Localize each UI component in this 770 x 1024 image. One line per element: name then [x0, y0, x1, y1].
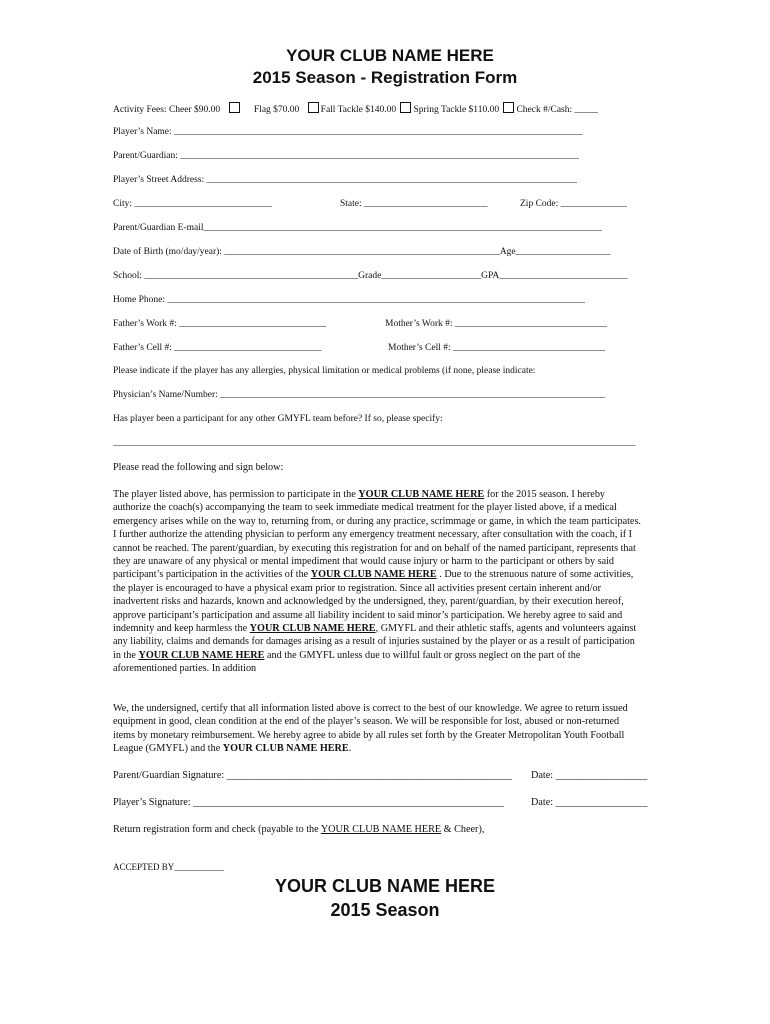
fee-cheer: Cheer $90.00 — [168, 105, 221, 115]
fee-flag: Flag $70.00 — [253, 105, 300, 115]
fathers-work-field[interactable]: Father’s Work #: _______________________________ — [113, 319, 327, 329]
parent-date-field[interactable]: Date: __________________ — [531, 770, 648, 781]
school-grade-gpa-field[interactable]: School: _____________________________________________Grade_____________________GPA___________________________ — [113, 271, 628, 281]
instructions: Please read the following and sign below: — [113, 462, 284, 473]
dob-age-field[interactable]: Date of Birth (mo/day/year): __________________________________________________________Age____________________ — [113, 247, 611, 257]
activity-fees-row — [113, 102, 598, 115]
form-title: 2015 Season - Registration Form — [252, 68, 518, 87]
allergies-prompt: Please indicate if the player has any allergies, physical limitation or medical problems (if none, please indicate: — [113, 366, 536, 376]
parent-signature-field[interactable]: Parent/Guardian Signature: ________________________________________________________ — [113, 770, 512, 781]
state-field[interactable]: State: __________________________ — [340, 199, 488, 209]
fee-fall-tackle: Fall Tackle $140.00 — [320, 105, 397, 115]
club-name-ref: YOUR CLUB NAME HERE — [138, 649, 265, 661]
fee-check-cash: Check #/Cash: _____ — [516, 105, 599, 115]
fathers-cell-field[interactable]: Father’s Cell #: _______________________________ — [113, 343, 322, 353]
activity-fees-label: Activity Fees: — [113, 105, 167, 115]
mothers-cell-field[interactable]: Mother’s Cell #: ________________________________ — [388, 343, 606, 353]
city-field[interactable]: City: _____________________________ — [113, 199, 273, 209]
waiver-paragraph: The player listed above, has permission to participate in the YOUR CLUB NAME HERE for the 2015 season. I hereby authorize the coach(s) accompanying the team to seek immediate medical treatment for the player listed above, if a medical emergency arises while on the way to, returning from, or during any practice, scrimmage or game, in which the team participates. I further authorize the attending physician to perform any emergency treatment necessary, after consultation with the coach, if I cannot be reached. The parent/guardian, by executing this registration for and on behalf of the named participant, represents that they are unaware of any physical or mental impediment that would cause injury or harm to the participant or others by said participant’s participation in the activities of the YOUR CLUB NAME HERE . Due to the strenuous nature of some activities, the player is encouraged to have a physical exam prior to registration. Since all activities present certain inherent and/or inadvertent risks and hazards, known and acknowledged by the undersigned, they, parent/guardian, by their execution hereof, approve participant’s participation and assume all liability incident to said minor’s participation. We hereby agree to said and indemnity and keep harmless the YOUR CLUB NAME HERE, GMYFL and their athletic staffs, agents and volunteers against any liability, claims and demands for damages arising as a result of injuries sustained by the player or as a result of participation in the YOUR CLUB NAME HERE and the GMYFL unless due to willful fault or gross neglect on the part of the aforementioned parties. In addition — [113, 489, 641, 675]
club-name-ref: YOUR CLUB NAME HERE — [222, 743, 349, 755]
zip-field[interactable]: Zip Code: ______________ — [520, 199, 628, 209]
checkbox-flag[interactable] — [308, 102, 319, 113]
checkbox-cheer[interactable] — [229, 102, 240, 113]
return-instructions: Return registration form and check (payable to the YOUR CLUB NAME HERE & Cheer), — [113, 824, 485, 835]
checkbox-fall-tackle[interactable] — [400, 102, 411, 113]
footer-season: 2015 Season — [330, 900, 440, 920]
mothers-work-field[interactable]: Mother’s Work #: ________________________________ — [385, 319, 607, 329]
club-name-ref: YOUR CLUB NAME HERE — [249, 623, 376, 635]
footer-club-name: YOUR CLUB NAME HERE — [274, 876, 495, 896]
club-name-title: YOUR CLUB NAME HERE — [286, 46, 494, 65]
participant-answer-line[interactable]: ______________________________________________________________________________________________________________ — [113, 438, 636, 448]
physician-field[interactable]: Physician’s Name/Number: _________________________________________________________________________________ — [113, 390, 605, 400]
club-name-ref: YOUR CLUB NAME HERE — [310, 569, 437, 581]
player-date-field[interactable]: Date: __________________ — [531, 797, 648, 808]
club-name-ref: YOUR CLUB NAME HERE — [320, 824, 442, 835]
checkbox-spring-tackle[interactable] — [503, 102, 514, 113]
certification-paragraph: We, the undersigned, certify that all information listed above is correct to the best of our knowledge. We agree to return issued equipment in good, clean condition at the end of the player’s season. We will be responsible for lost, abused or non-returned items by monetary reimbursement. We hereby agree to abide by all rules set forth by the Greater Metropolitan Youth Football League (GMYFL) and the YOUR CLUB NAME HERE. — [113, 703, 628, 755]
player-signature-field[interactable]: Player’s Signature: _____________________________________________________________ — [113, 797, 504, 808]
accepted-by-field[interactable]: ACCEPTED BY___________ — [113, 862, 224, 872]
parent-guardian-field[interactable]: Parent/Guardian: ____________________________________________________________________________________ — [113, 151, 580, 161]
fee-spring-tackle: Spring Tackle $110.00 — [413, 105, 500, 115]
email-field[interactable]: Parent/Guardian E-mail____________________________________________________________________________________ — [113, 223, 603, 233]
participant-question: Has player been a participant for any other GMYFL team before? If so, please specify: — [113, 414, 443, 424]
player-name-field[interactable]: Player’s Name: ______________________________________________________________________________________ — [113, 127, 583, 137]
club-name-ref: YOUR CLUB NAME HERE — [358, 489, 485, 500]
home-phone-field[interactable]: Home Phone: ________________________________________________________________________________________ — [113, 295, 586, 305]
street-address-field[interactable]: Player’s Street Address: ______________________________________________________________________________ — [113, 175, 577, 185]
